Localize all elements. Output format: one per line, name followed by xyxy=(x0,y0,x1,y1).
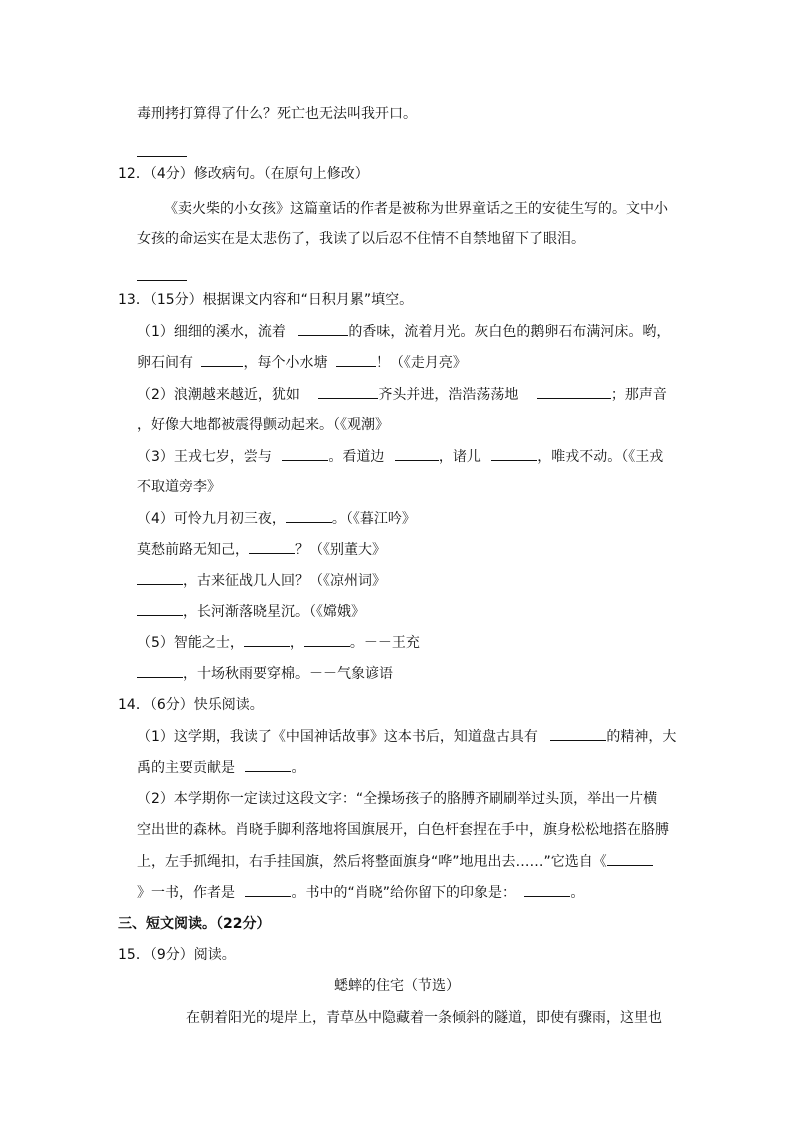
text-line: 空出世的森林。肖晓手脚利落地将国旗展开，白色杆套捏在手中，旗身松松地搭在胳膊 xyxy=(137,822,669,838)
fill-line xyxy=(137,384,667,404)
fill-text: （4）可怜九月初三夜， xyxy=(137,511,286,527)
answer-blank[interactable] xyxy=(607,851,653,866)
fill-text: 》一书，作者是 xyxy=(137,885,235,901)
fill-text: （2）浪潮越来越近，犹如 xyxy=(137,387,300,403)
answer-blank[interactable] xyxy=(137,142,187,162)
fill-line xyxy=(137,601,365,621)
fill-text: 莫愁前路无知己， xyxy=(137,542,249,558)
fill-text: ， xyxy=(289,635,304,651)
fill-text: ，十场秋雨要穿棉。－－气象谚语 xyxy=(183,666,393,682)
fill-line xyxy=(137,352,467,372)
fill-line xyxy=(137,757,305,777)
fill-text: 上，左手抓绳扣，右手挂国旗，然后将整面旗身“哗”地甩出去……”它选自《 xyxy=(137,854,607,870)
fill-text: 齐头并进，浩浩荡荡地 xyxy=(378,387,519,403)
fill-text: （1）细细的溪水，流着 xyxy=(137,324,286,340)
answer-blank[interactable] xyxy=(245,882,291,897)
answer-blank[interactable] xyxy=(245,757,291,772)
passage-title: 蟋蟀的住宅（节选） xyxy=(334,978,460,994)
fill-line xyxy=(137,321,670,341)
answer-blank[interactable] xyxy=(137,266,187,286)
answer-blank[interactable] xyxy=(524,882,570,897)
question-15-heading: 15．（9分）阅读。 xyxy=(118,947,236,963)
fill-line xyxy=(137,726,676,746)
fill-text: 的香味，流着月光。灰白色的鹅卵石布满河床。哟， xyxy=(348,324,671,340)
fill-text: 。 xyxy=(570,885,585,901)
answer-blank[interactable] xyxy=(298,321,348,336)
fill-text: ，诸儿 xyxy=(438,449,481,465)
fill-text: ！（《走月亮》 xyxy=(375,355,467,371)
answer-blank[interactable] xyxy=(249,539,295,554)
text-line: 毒刑拷打算得了什么？死亡也无法叫我开口。 xyxy=(137,106,417,122)
answer-blank[interactable] xyxy=(286,508,332,523)
fill-line xyxy=(137,632,420,652)
answer-blank[interactable] xyxy=(336,352,376,367)
fill-line xyxy=(137,508,416,528)
answer-blank[interactable] xyxy=(550,726,606,741)
fill-text: 。 xyxy=(291,760,306,776)
text-line: 不取道旁李》 xyxy=(137,479,221,495)
fill-text: 。看道边 xyxy=(328,449,385,465)
fill-line xyxy=(137,539,386,559)
text-line: 女孩的命运实在是太悲伤了，我读了以后忍不住情不自禁地留下了眼泪。 xyxy=(137,231,585,247)
answer-blank[interactable] xyxy=(201,352,243,367)
answer-blank[interactable] xyxy=(137,663,183,678)
answer-blank[interactable] xyxy=(537,384,611,399)
fill-line xyxy=(137,570,386,590)
question-12-heading: 12．（4分）修改病句。（在原句上修改） xyxy=(118,166,369,182)
fill-text: ；那声音 xyxy=(610,387,667,403)
text-line: ，好像大地都被震得颤动起来。（《观潮》 xyxy=(137,417,389,433)
answer-blank[interactable] xyxy=(491,446,537,461)
question-13-heading: 13．（15分）根据课文内容和“日积月累”填空。 xyxy=(118,292,414,308)
answer-blank[interactable] xyxy=(282,446,328,461)
fill-text: 禹的主要贡献是 xyxy=(137,760,235,776)
fill-text: （3）王戎七岁，尝与 xyxy=(137,449,272,465)
fill-line xyxy=(137,446,663,466)
fill-text: （1）这学期，我读了《中国神话故事》这本书后，知道盘古具有 xyxy=(137,729,538,745)
question-14-heading: 14．（6分）快乐阅读。 xyxy=(118,697,264,713)
fill-line xyxy=(137,851,653,871)
fill-text: 卵石间有 xyxy=(137,355,193,371)
fill-text: ，唯戎不动。（《王戎 xyxy=(537,449,664,465)
fill-line xyxy=(137,882,584,902)
fill-text: ，每个小水塘 xyxy=(243,355,328,371)
fill-line xyxy=(137,663,393,683)
answer-blank[interactable] xyxy=(137,601,183,616)
fill-text: ？（《别董大》 xyxy=(295,542,386,558)
fill-text: （5）智能之士， xyxy=(137,635,244,651)
fill-text: 。书中的“肖晓”给你留下的印象是： xyxy=(291,885,516,901)
fill-text: 。－－王充 xyxy=(349,635,420,651)
section-heading: 三、短文阅读。（22分） xyxy=(118,916,271,932)
fill-text: ，古来征战几人回？（《凉州词》 xyxy=(183,573,386,589)
fill-text: 的精神，大 xyxy=(606,729,677,745)
answer-blank[interactable] xyxy=(137,570,183,585)
text-line: 《卖火柴的小女孩》这篇童话的作者是被称为世界童话之王的安徒生写的。文中小 xyxy=(164,201,668,217)
fill-text: 。（《暮江吟》 xyxy=(331,511,416,527)
answer-blank[interactable] xyxy=(244,632,290,647)
text-line: 在朝着阳光的堤岸上，青草丛中隐藏着一条倾斜的隧道，即使有骤雨，这里也 xyxy=(186,1010,662,1026)
fill-text: ，长河渐落晓星沉。（《嫦娥》 xyxy=(183,604,365,620)
answer-blank[interactable] xyxy=(304,632,350,647)
answer-blank[interactable] xyxy=(395,446,439,461)
answer-blank[interactable] xyxy=(318,384,378,399)
text-line: （2）本学期你一定读过这段文字：“全操场孩子的胳膊齐刷刷举过头顶，举出一片横 xyxy=(137,791,658,807)
